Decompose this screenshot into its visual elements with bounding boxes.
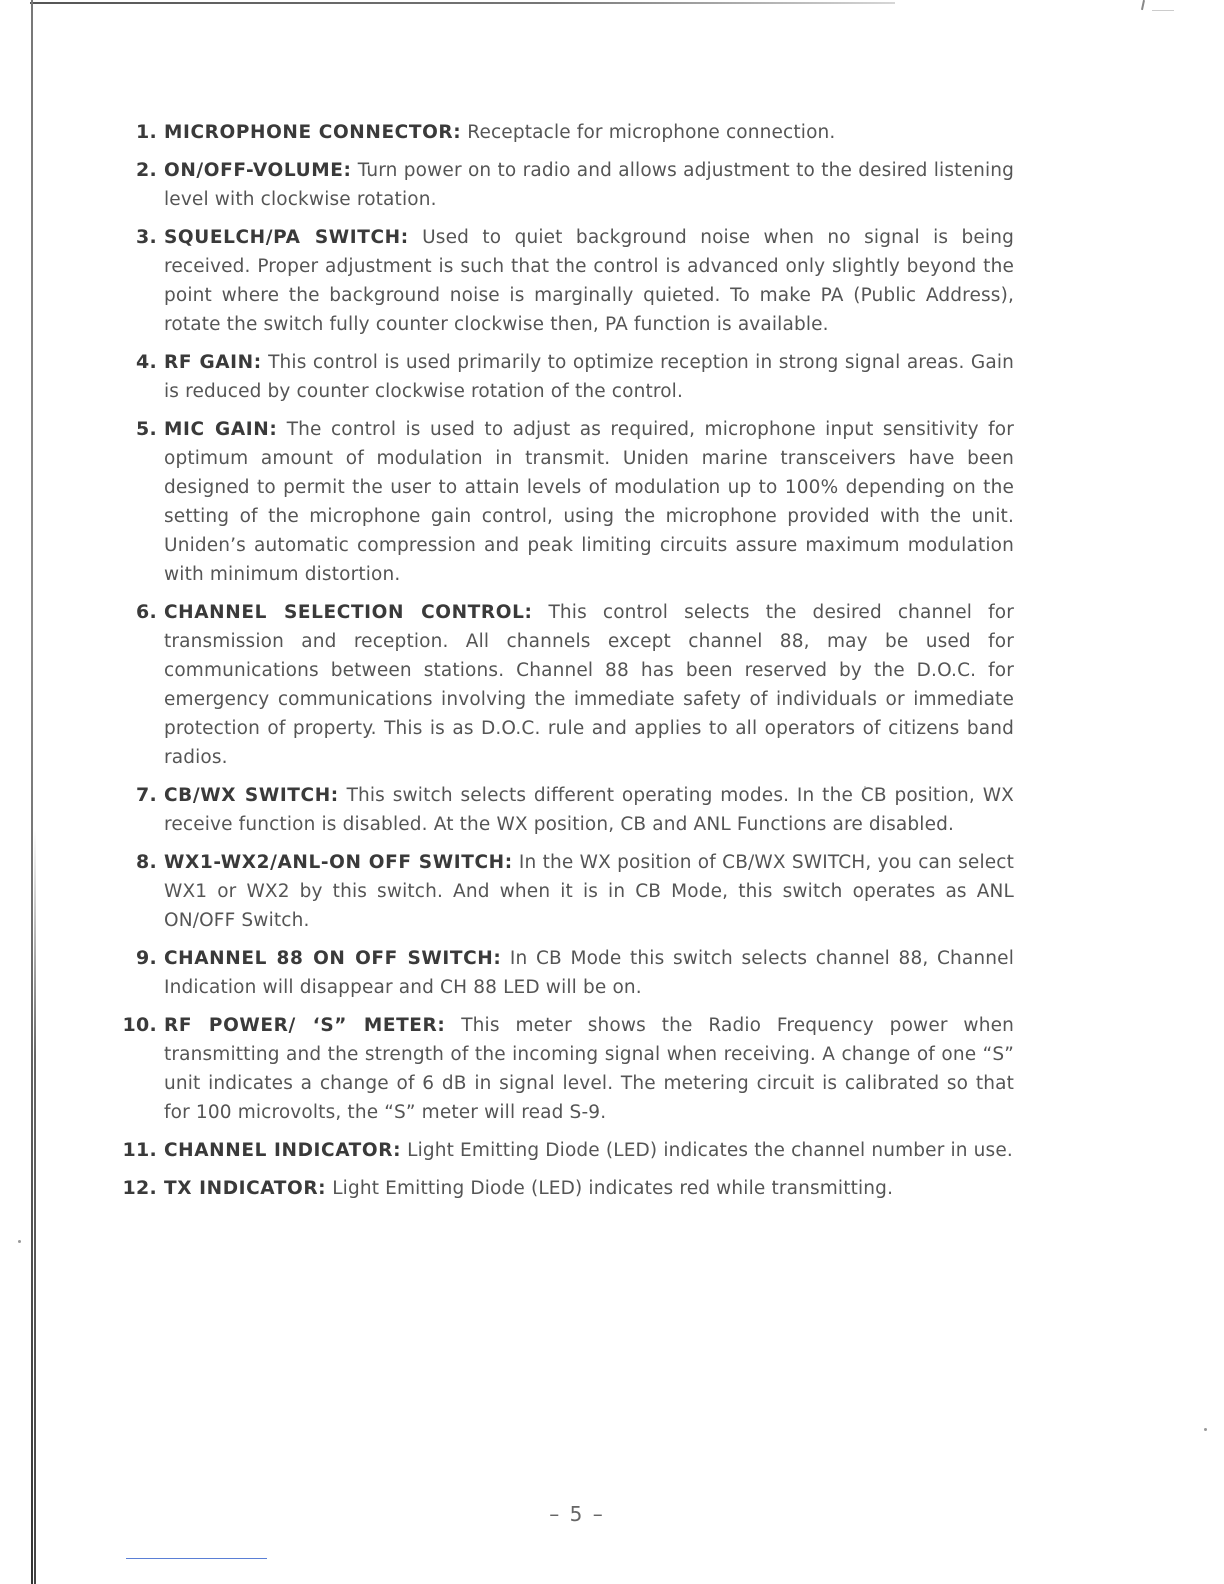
list-item-rf-gain — [116, 348, 1014, 406]
item-text: In the WX position of CB/WX SWITCH, you can select WX1 or WX2 by this switch. And when it is in CB Mode, this switch operates as ANL ON/OFF Switch. — [164, 852, 1014, 931]
list-item-squelch-pa-switch — [116, 223, 1014, 339]
item-description — [164, 848, 1014, 935]
scan-corner-mark — [1141, 0, 1145, 10]
item-description — [164, 598, 1014, 772]
item-term: CHANNEL INDICATOR: — [164, 1140, 402, 1161]
page-number: – 5 – — [549, 1502, 605, 1526]
item-description — [164, 415, 1014, 589]
list-item-on-off-volume — [116, 156, 1014, 214]
item-number: 1. — [135, 121, 157, 143]
item-term: ON/OFF-VOLUME: — [164, 160, 352, 181]
list-item-rf-power-s-meter — [116, 1011, 1014, 1127]
item-number: 12. — [122, 1177, 157, 1199]
item-text: This switch selects different operating modes. In the CB position, WX receive function is disabled. At the WX position, CB and ANL Functions are disabled. — [164, 785, 1014, 835]
item-term: RF GAIN: — [164, 352, 262, 373]
list-item-microphone-connector — [116, 118, 1014, 147]
item-description — [164, 781, 1014, 839]
item-description — [164, 944, 1014, 1002]
list-item-wx1-wx2-anl-switch — [116, 848, 1014, 935]
item-number: 11. — [122, 1139, 157, 1161]
scan-left-edge-shadow — [34, 830, 36, 1584]
item-number: 7. — [135, 784, 157, 806]
scan-bottom-line — [126, 1558, 267, 1559]
item-description — [164, 1011, 1014, 1127]
list-item-channel-indicator — [116, 1136, 1014, 1165]
item-text: Light Emitting Diode (LED) indicates the channel number in use. — [407, 1140, 1013, 1161]
item-description — [164, 223, 1014, 339]
item-term: CHANNEL SELECTION CONTROL: — [164, 602, 533, 623]
item-term: MIC GAIN: — [164, 419, 278, 440]
item-text: This control selects the desired channel for transmission and reception. All channels except channel 88, may be used for communications between stations. Channel 88 has been reserved by the D.O.C. for emergency communications involving the immediate safety of individuals or immediate protection of property. This is as D.O.C. rule and applies to all operators of citizens band radios. — [164, 602, 1014, 768]
item-description — [164, 1136, 1014, 1165]
item-description — [164, 156, 1014, 214]
item-number: 10. — [122, 1014, 157, 1036]
item-text: In CB Mode this switch selects channel 88, Channel Indication will disappear and CH 88 LED will be on. — [164, 948, 1014, 998]
control-description-list — [116, 118, 1014, 1212]
item-description — [164, 1174, 1014, 1203]
item-term: MICROPHONE CONNECTOR: — [164, 122, 462, 143]
item-text: This control is used primarily to optimize reception in strong signal areas. Gain is reduced by counter clockwise rotation of the control. — [164, 352, 1014, 402]
item-number: 9. — [135, 947, 157, 969]
item-text: Turn power on to radio and allows adjustment to the desired listening level with clockwise rotation. — [164, 160, 1014, 210]
list-item-channel-selection-control — [116, 598, 1014, 772]
scan-left-edge-line — [31, 0, 33, 1584]
scan-speck — [18, 1240, 21, 1243]
item-term: RF POWER/ ‘S” METER: — [164, 1015, 446, 1036]
scan-speck — [1204, 1428, 1207, 1431]
list-item-channel-88-switch — [116, 944, 1014, 1002]
item-number: 6. — [135, 601, 157, 623]
scan-corner-mark-line — [1152, 10, 1174, 11]
item-term: SQUELCH/PA SWITCH: — [164, 227, 409, 248]
item-term: TX INDICATOR: — [164, 1178, 327, 1199]
list-item-cb-wx-switch — [116, 781, 1014, 839]
list-item-tx-indicator — [116, 1174, 1014, 1203]
item-number: 5. — [135, 418, 157, 440]
list-item-mic-gain — [116, 415, 1014, 589]
item-number: 8. — [135, 851, 157, 873]
item-term: CHANNEL 88 ON OFF SWITCH: — [164, 948, 502, 969]
item-text: Receptacle for microphone connection. — [467, 122, 836, 143]
item-number: 4. — [135, 351, 157, 373]
item-term: WX1-WX2/ANL-ON OFF SWITCH: — [164, 852, 513, 873]
scan-top-edge-line — [30, 2, 895, 4]
item-description — [164, 348, 1014, 406]
item-number: 3. — [135, 226, 157, 248]
item-text: This meter shows the Radio Frequency power when transmitting and the strength of the incoming signal when receiving. A change of one “S” unit indicates a change of 6 dB in signal level. The metering circuit is calibrated so that for 100 microvolts, the “S” meter will read S-9. — [164, 1015, 1014, 1123]
item-term: CB/WX SWITCH: — [164, 785, 339, 806]
item-text: The control is used to adjust as required, microphone input sensitivity for optimum amount of modulation in transmit. Uniden marine transceivers have been designed to permit the user to attain levels of modulation up to 100% depending on the setting of the microphone gain control, using the microphone provided with the unit. Uniden’s automatic compression and peak limiting circuits assure maximum modulation with minimum distortion. — [164, 419, 1015, 585]
item-text: Used to quiet background noise when no signal is being received. Proper adjustment is such that the control is advanced only slightly beyond the point where the background noise is marginally quieted. To make PA (Public Address), rotate the switch fully counter clockwise then, PA function is available. — [164, 227, 1014, 335]
item-text: Light Emitting Diode (LED) indicates red while transmitting. — [332, 1178, 894, 1199]
item-description — [164, 118, 1014, 147]
item-number: 2. — [135, 159, 157, 181]
